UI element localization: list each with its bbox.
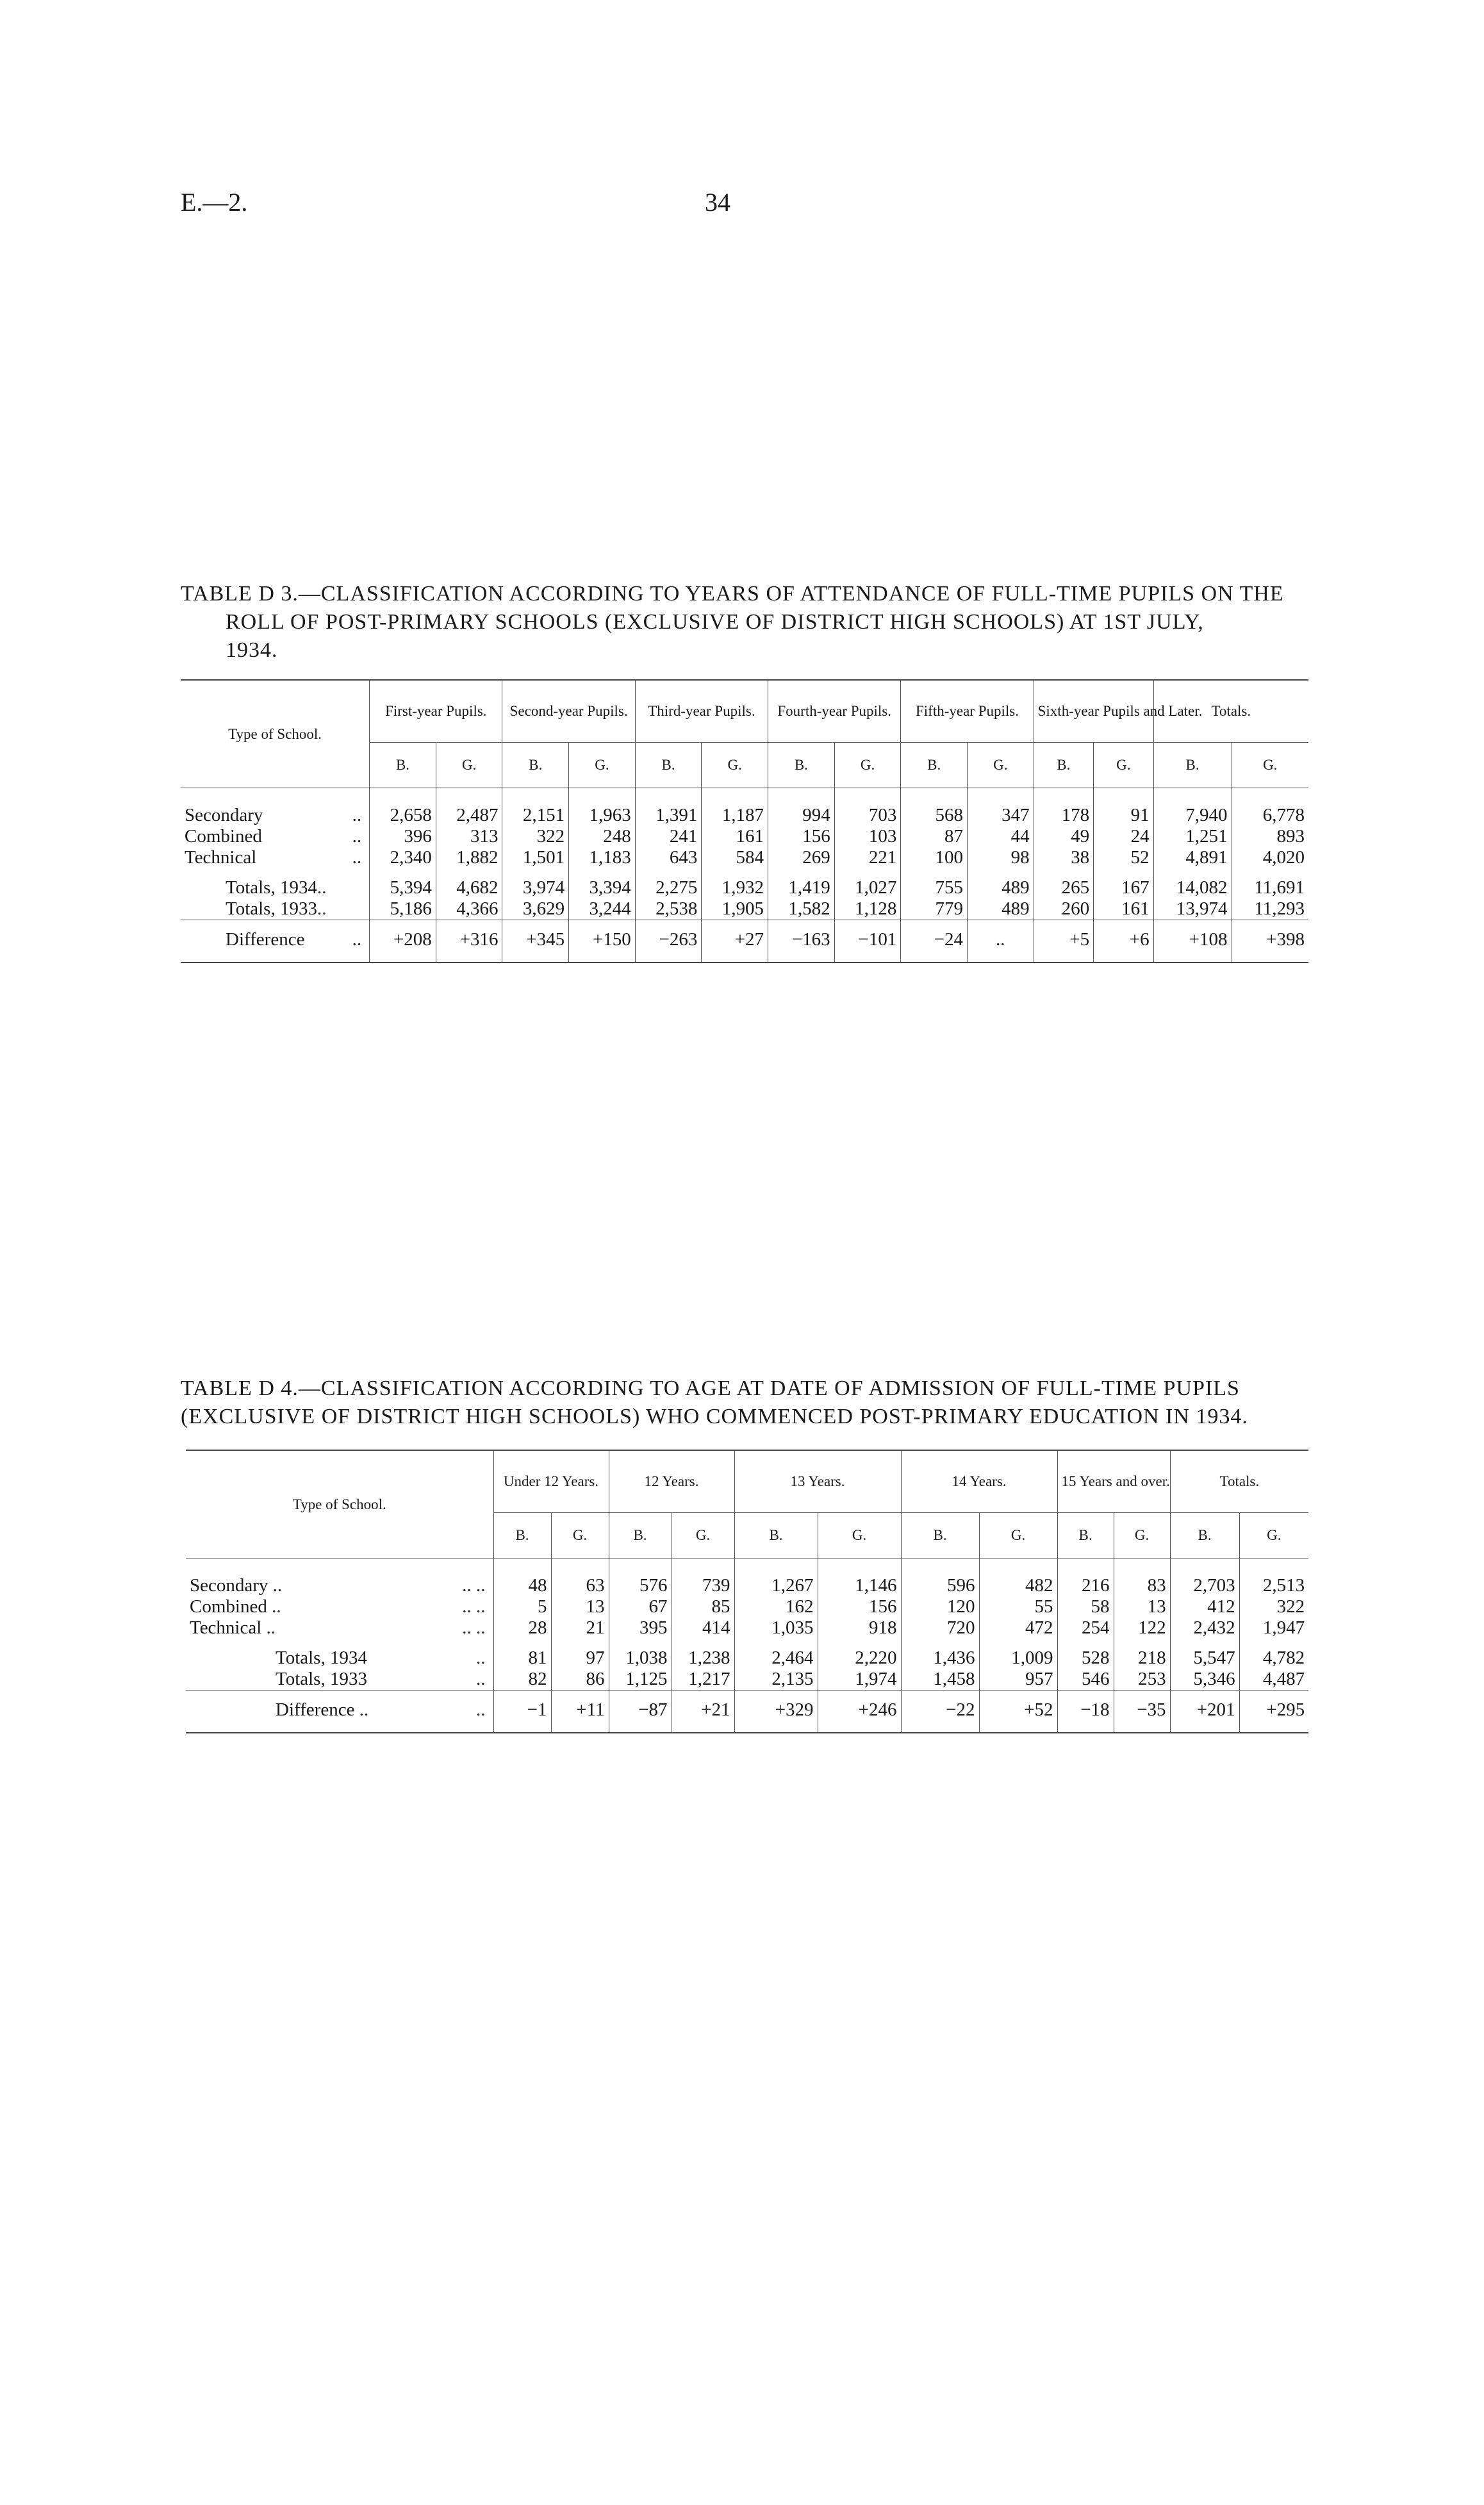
table-d3 (181, 679, 1308, 963)
table-row (186, 1596, 1308, 1617)
value-cell: 313 (436, 826, 502, 847)
value-cell: −101 (834, 920, 901, 963)
value-cell: 91 (1094, 788, 1153, 827)
value-cell: +6 (1094, 920, 1153, 963)
girls-header: G. (1094, 743, 1153, 788)
leader-dots: .. (476, 1648, 486, 1668)
value-cell: 994 (768, 788, 835, 827)
value-cell: 322 (1239, 1596, 1308, 1617)
value-cell: 1,501 (502, 847, 569, 868)
value-cell: +246 (818, 1691, 901, 1733)
row-label (186, 1558, 493, 1597)
table-row (186, 1639, 1308, 1669)
value-cell: 489 (967, 898, 1034, 920)
row-label-text: Totals, 1933 (276, 1669, 367, 1689)
value-cell: 5,346 (1170, 1669, 1239, 1691)
value-cell: 2,658 (370, 788, 436, 827)
row-label (186, 1596, 493, 1617)
value-cell: 1,582 (768, 898, 835, 920)
boys-header: B. (609, 1513, 672, 1558)
group-header: 15 Years and over. (1057, 1450, 1170, 1513)
value-cell: −163 (768, 920, 835, 963)
value-cell: 1,267 (734, 1558, 818, 1597)
girls-header: G. (702, 743, 768, 788)
table-row (186, 1669, 1308, 1691)
table-row (181, 898, 1308, 920)
leader-dots: .. .. (462, 1617, 486, 1638)
value-cell: 1,187 (702, 788, 768, 827)
value-cell: 83 (1114, 1558, 1170, 1597)
value-cell: 2,538 (635, 898, 702, 920)
value-cell: 120 (901, 1596, 979, 1617)
value-cell: +5 (1034, 920, 1093, 963)
value-cell: 216 (1057, 1558, 1114, 1597)
girls-header: G. (818, 1513, 901, 1558)
girls-header: G. (551, 1513, 609, 1558)
value-cell: −35 (1114, 1691, 1170, 1733)
table-d3-caption-line-2: ROLL OF POST-PRIMARY SCHOOLS (EXCLUSIVE OF DISTRICT HIGH SCHOOLS) AT 1ST JULY, (226, 610, 1204, 634)
value-cell: .. (967, 920, 1034, 963)
value-cell: −18 (1057, 1691, 1114, 1733)
value-cell: 100 (901, 847, 968, 868)
value-cell: 755 (901, 868, 968, 898)
row-label-text: Difference .. (276, 1699, 369, 1720)
table-row (186, 1558, 1308, 1597)
value-cell: 221 (834, 847, 901, 868)
table-row (181, 920, 1308, 963)
value-cell: 5,186 (370, 898, 436, 920)
leader-dots: .. (352, 805, 362, 825)
value-cell: 703 (834, 788, 901, 827)
type-of-school-header: Type of School. (181, 680, 370, 788)
value-cell: 7,940 (1153, 788, 1232, 827)
value-cell: 63 (551, 1558, 609, 1597)
group-header: Third-year Pupils. (635, 680, 768, 743)
value-cell: +201 (1170, 1691, 1239, 1733)
leader-dots: .. .. (462, 1575, 486, 1596)
value-cell: 1,035 (734, 1617, 818, 1639)
boys-header: B. (901, 1513, 979, 1558)
value-cell: 412 (1170, 1596, 1239, 1617)
value-cell: 85 (672, 1596, 734, 1617)
value-cell: 4,366 (436, 898, 502, 920)
value-cell: 44 (967, 826, 1034, 847)
value-cell: 739 (672, 1558, 734, 1597)
value-cell: 643 (635, 847, 702, 868)
value-cell: 918 (818, 1617, 901, 1639)
value-cell: 1,947 (1239, 1617, 1308, 1639)
row-label-text: Difference (226, 929, 305, 950)
value-cell: 3,394 (569, 868, 636, 898)
row-label-text: Secondary (185, 805, 263, 825)
value-cell: +316 (436, 920, 502, 963)
boys-header: B. (901, 743, 968, 788)
table-d3-caption (181, 580, 1315, 665)
table-d3-caption-line-3: 1934. (226, 638, 278, 662)
leader-dots: .. .. (462, 1596, 486, 1617)
value-cell: 4,487 (1239, 1669, 1308, 1691)
value-cell: +52 (979, 1691, 1057, 1733)
value-cell: 1,128 (834, 898, 901, 920)
row-label-text: Combined .. (190, 1596, 281, 1617)
row-label (181, 920, 370, 963)
value-cell: +329 (734, 1691, 818, 1733)
group-header: Totals. (1153, 680, 1308, 743)
value-cell: 67 (609, 1596, 672, 1617)
table-d4 (186, 1450, 1308, 1733)
group-header: Fifth-year Pupils. (901, 680, 1034, 743)
value-cell: 4,682 (436, 868, 502, 898)
group-header: Second-year Pupils. (502, 680, 635, 743)
value-cell: −1 (493, 1691, 551, 1733)
row-label-text: Totals, 1934.. (226, 877, 327, 898)
value-cell: 3,244 (569, 898, 636, 920)
value-cell: 1,027 (834, 868, 901, 898)
value-cell: 1,905 (702, 898, 768, 920)
group-header: Under 12 Years. (493, 1450, 609, 1513)
row-label (181, 898, 370, 920)
value-cell: 596 (901, 1558, 979, 1597)
value-cell: 5,547 (1170, 1639, 1239, 1669)
value-cell: 546 (1057, 1669, 1114, 1691)
value-cell: 162 (734, 1596, 818, 1617)
row-label-text: Technical .. (190, 1617, 276, 1638)
value-cell: 2,487 (436, 788, 502, 827)
value-cell: 253 (1114, 1669, 1170, 1691)
value-cell: 472 (979, 1617, 1057, 1639)
value-cell: 38 (1034, 847, 1093, 868)
value-cell: 11,293 (1232, 898, 1308, 920)
value-cell: 2,275 (635, 868, 702, 898)
boys-header: B. (768, 743, 835, 788)
leader-dots: .. (352, 929, 362, 950)
value-cell: 1,251 (1153, 826, 1232, 847)
value-cell: 1,146 (818, 1558, 901, 1597)
value-cell: 11,691 (1232, 868, 1308, 898)
value-cell: +21 (672, 1691, 734, 1733)
value-cell: 269 (768, 847, 835, 868)
value-cell: 347 (967, 788, 1034, 827)
value-cell: 21 (551, 1617, 609, 1639)
table-d3-caption-line-1: TABLE D 3.—CLASSIFICATION ACCORDING TO YEARS OF ATTENDANCE OF FULL-TIME PUPILS ON THE (181, 582, 1284, 606)
table-row (181, 868, 1308, 898)
value-cell: 48 (493, 1558, 551, 1597)
group-header: 13 Years. (734, 1450, 901, 1513)
value-cell: 779 (901, 898, 968, 920)
value-cell: 1,436 (901, 1639, 979, 1669)
girls-header: G. (672, 1513, 734, 1558)
group-header: Fourth-year Pupils. (768, 680, 901, 743)
value-cell: −263 (635, 920, 702, 963)
value-cell: 4,891 (1153, 847, 1232, 868)
value-cell: 2,513 (1239, 1558, 1308, 1597)
boys-header: B. (1170, 1513, 1239, 1558)
group-header: Totals. (1170, 1450, 1308, 1513)
value-cell: 5,394 (370, 868, 436, 898)
value-cell: 1,391 (635, 788, 702, 827)
value-cell: 24 (1094, 826, 1153, 847)
value-cell: 156 (818, 1596, 901, 1617)
table-d4-group-header-row (186, 1450, 1308, 1513)
value-cell: 528 (1057, 1639, 1114, 1669)
row-label (181, 868, 370, 898)
row-label-text: Totals, 1933.. (226, 898, 327, 919)
page-reference: E.—2. (181, 188, 248, 217)
value-cell: 2,703 (1170, 1558, 1239, 1597)
value-cell: 1,974 (818, 1669, 901, 1691)
leader-dots: .. (476, 1669, 486, 1689)
value-cell: 2,220 (818, 1639, 901, 1669)
group-header: 14 Years. (901, 1450, 1057, 1513)
value-cell: 98 (967, 847, 1034, 868)
value-cell: 396 (370, 826, 436, 847)
value-cell: 5 (493, 1596, 551, 1617)
value-cell: 161 (702, 826, 768, 847)
value-cell: 2,340 (370, 847, 436, 868)
value-cell: 13,974 (1153, 898, 1232, 920)
type-of-school-header: Type of School. (186, 1450, 493, 1558)
value-cell: 1,038 (609, 1639, 672, 1669)
value-cell: 260 (1034, 898, 1093, 920)
value-cell: 395 (609, 1617, 672, 1639)
boys-header: B. (1057, 1513, 1114, 1558)
value-cell: 82 (493, 1669, 551, 1691)
value-cell: +150 (569, 920, 636, 963)
value-cell: 1,963 (569, 788, 636, 827)
girls-header: G. (1232, 743, 1308, 788)
value-cell: 414 (672, 1617, 734, 1639)
value-cell: 957 (979, 1669, 1057, 1691)
value-cell: 55 (979, 1596, 1057, 1617)
table-d3-body (181, 788, 1308, 963)
leader-dots: .. (476, 1699, 486, 1720)
girls-header: G. (1239, 1513, 1308, 1558)
value-cell: 1,932 (702, 868, 768, 898)
value-cell: 893 (1232, 826, 1308, 847)
value-cell: 568 (901, 788, 968, 827)
leader-dots: .. (352, 826, 362, 847)
boys-header: B. (734, 1513, 818, 1558)
value-cell: 3,974 (502, 868, 569, 898)
value-cell: 103 (834, 826, 901, 847)
value-cell: 28 (493, 1617, 551, 1639)
row-label-text: Totals, 1934 (276, 1648, 367, 1668)
girls-header: G. (1114, 1513, 1170, 1558)
value-cell: 87 (901, 826, 968, 847)
value-cell: 52 (1094, 847, 1153, 868)
value-cell: +398 (1232, 920, 1308, 963)
value-cell: 241 (635, 826, 702, 847)
value-cell: +345 (502, 920, 569, 963)
value-cell: 4,782 (1239, 1639, 1308, 1669)
row-label (186, 1617, 493, 1639)
value-cell: 156 (768, 826, 835, 847)
value-cell: 1,217 (672, 1669, 734, 1691)
value-cell: 161 (1094, 898, 1153, 920)
value-cell: 86 (551, 1669, 609, 1691)
value-cell: 322 (502, 826, 569, 847)
value-cell: 1,419 (768, 868, 835, 898)
value-cell: −24 (901, 920, 968, 963)
value-cell: 576 (609, 1558, 672, 1597)
group-header: 12 Years. (609, 1450, 734, 1513)
table-d3-group-header-row (181, 680, 1308, 743)
page-number: 34 (705, 188, 730, 217)
value-cell: 81 (493, 1639, 551, 1669)
table-row (181, 788, 1308, 827)
row-label (186, 1669, 493, 1691)
girls-header: G. (979, 1513, 1057, 1558)
value-cell: 218 (1114, 1639, 1170, 1669)
value-cell: 3,629 (502, 898, 569, 920)
value-cell: 14,082 (1153, 868, 1232, 898)
row-label (181, 847, 370, 868)
value-cell: 167 (1094, 868, 1153, 898)
value-cell: 2,432 (1170, 1617, 1239, 1639)
table-d4-body (186, 1558, 1308, 1733)
leader-dots: .. (352, 847, 362, 868)
value-cell: 1,009 (979, 1639, 1057, 1669)
table-d4-caption (181, 1375, 1315, 1431)
row-label (186, 1691, 493, 1733)
boys-header: B. (370, 743, 436, 788)
value-cell: 2,464 (734, 1639, 818, 1669)
value-cell: +108 (1153, 920, 1232, 963)
value-cell: 1,882 (436, 847, 502, 868)
row-label-text: Combined (185, 826, 262, 847)
value-cell: 1,238 (672, 1639, 734, 1669)
table-row (181, 847, 1308, 868)
girls-header: G. (569, 743, 636, 788)
boys-header: B. (493, 1513, 551, 1558)
table-row (186, 1617, 1308, 1639)
value-cell: 13 (1114, 1596, 1170, 1617)
value-cell: 122 (1114, 1617, 1170, 1639)
value-cell: +27 (702, 920, 768, 963)
value-cell: 6,778 (1232, 788, 1308, 827)
value-cell: +208 (370, 920, 436, 963)
value-cell: −87 (609, 1691, 672, 1733)
value-cell: 58 (1057, 1596, 1114, 1617)
value-cell: 1,458 (901, 1669, 979, 1691)
group-header: Sixth-year Pupils and Later. (1034, 680, 1153, 743)
table-d4-caption-line-2: (EXCLUSIVE OF DISTRICT HIGH SCHOOLS) WHO COMMENCED POST-PRIMARY EDUCATION IN 1934. (181, 1405, 1248, 1428)
table-row (186, 1691, 1308, 1733)
table-row (181, 826, 1308, 847)
boys-header: B. (1153, 743, 1232, 788)
girls-header: G. (436, 743, 502, 788)
value-cell: 1,125 (609, 1669, 672, 1691)
value-cell: 2,135 (734, 1669, 818, 1691)
value-cell: 1,183 (569, 847, 636, 868)
row-label (186, 1639, 493, 1669)
value-cell: 178 (1034, 788, 1093, 827)
table-d4-caption-line-1: TABLE D 4.—CLASSIFICATION ACCORDING TO AGE AT DATE OF ADMISSION OF FULL-TIME PUPILS (181, 1377, 1240, 1400)
value-cell: 265 (1034, 868, 1093, 898)
value-cell: 97 (551, 1639, 609, 1669)
value-cell: 489 (967, 868, 1034, 898)
row-label-text: Secondary .. (190, 1575, 283, 1596)
boys-header: B. (502, 743, 569, 788)
value-cell: 584 (702, 847, 768, 868)
boys-header: B. (1034, 743, 1093, 788)
value-cell: 248 (569, 826, 636, 847)
value-cell: 482 (979, 1558, 1057, 1597)
value-cell: −22 (901, 1691, 979, 1733)
value-cell: 254 (1057, 1617, 1114, 1639)
value-cell: 2,151 (502, 788, 569, 827)
row-label-text: Technical (185, 847, 257, 868)
row-label (181, 826, 370, 847)
boys-header: B. (635, 743, 702, 788)
value-cell: 4,020 (1232, 847, 1308, 868)
value-cell: 49 (1034, 826, 1093, 847)
girls-header: G. (967, 743, 1034, 788)
value-cell: +11 (551, 1691, 609, 1733)
row-label (181, 788, 370, 827)
girls-header: G. (834, 743, 901, 788)
value-cell: 720 (901, 1617, 979, 1639)
value-cell: +295 (1239, 1691, 1308, 1733)
value-cell: 13 (551, 1596, 609, 1617)
group-header: First-year Pupils. (370, 680, 502, 743)
